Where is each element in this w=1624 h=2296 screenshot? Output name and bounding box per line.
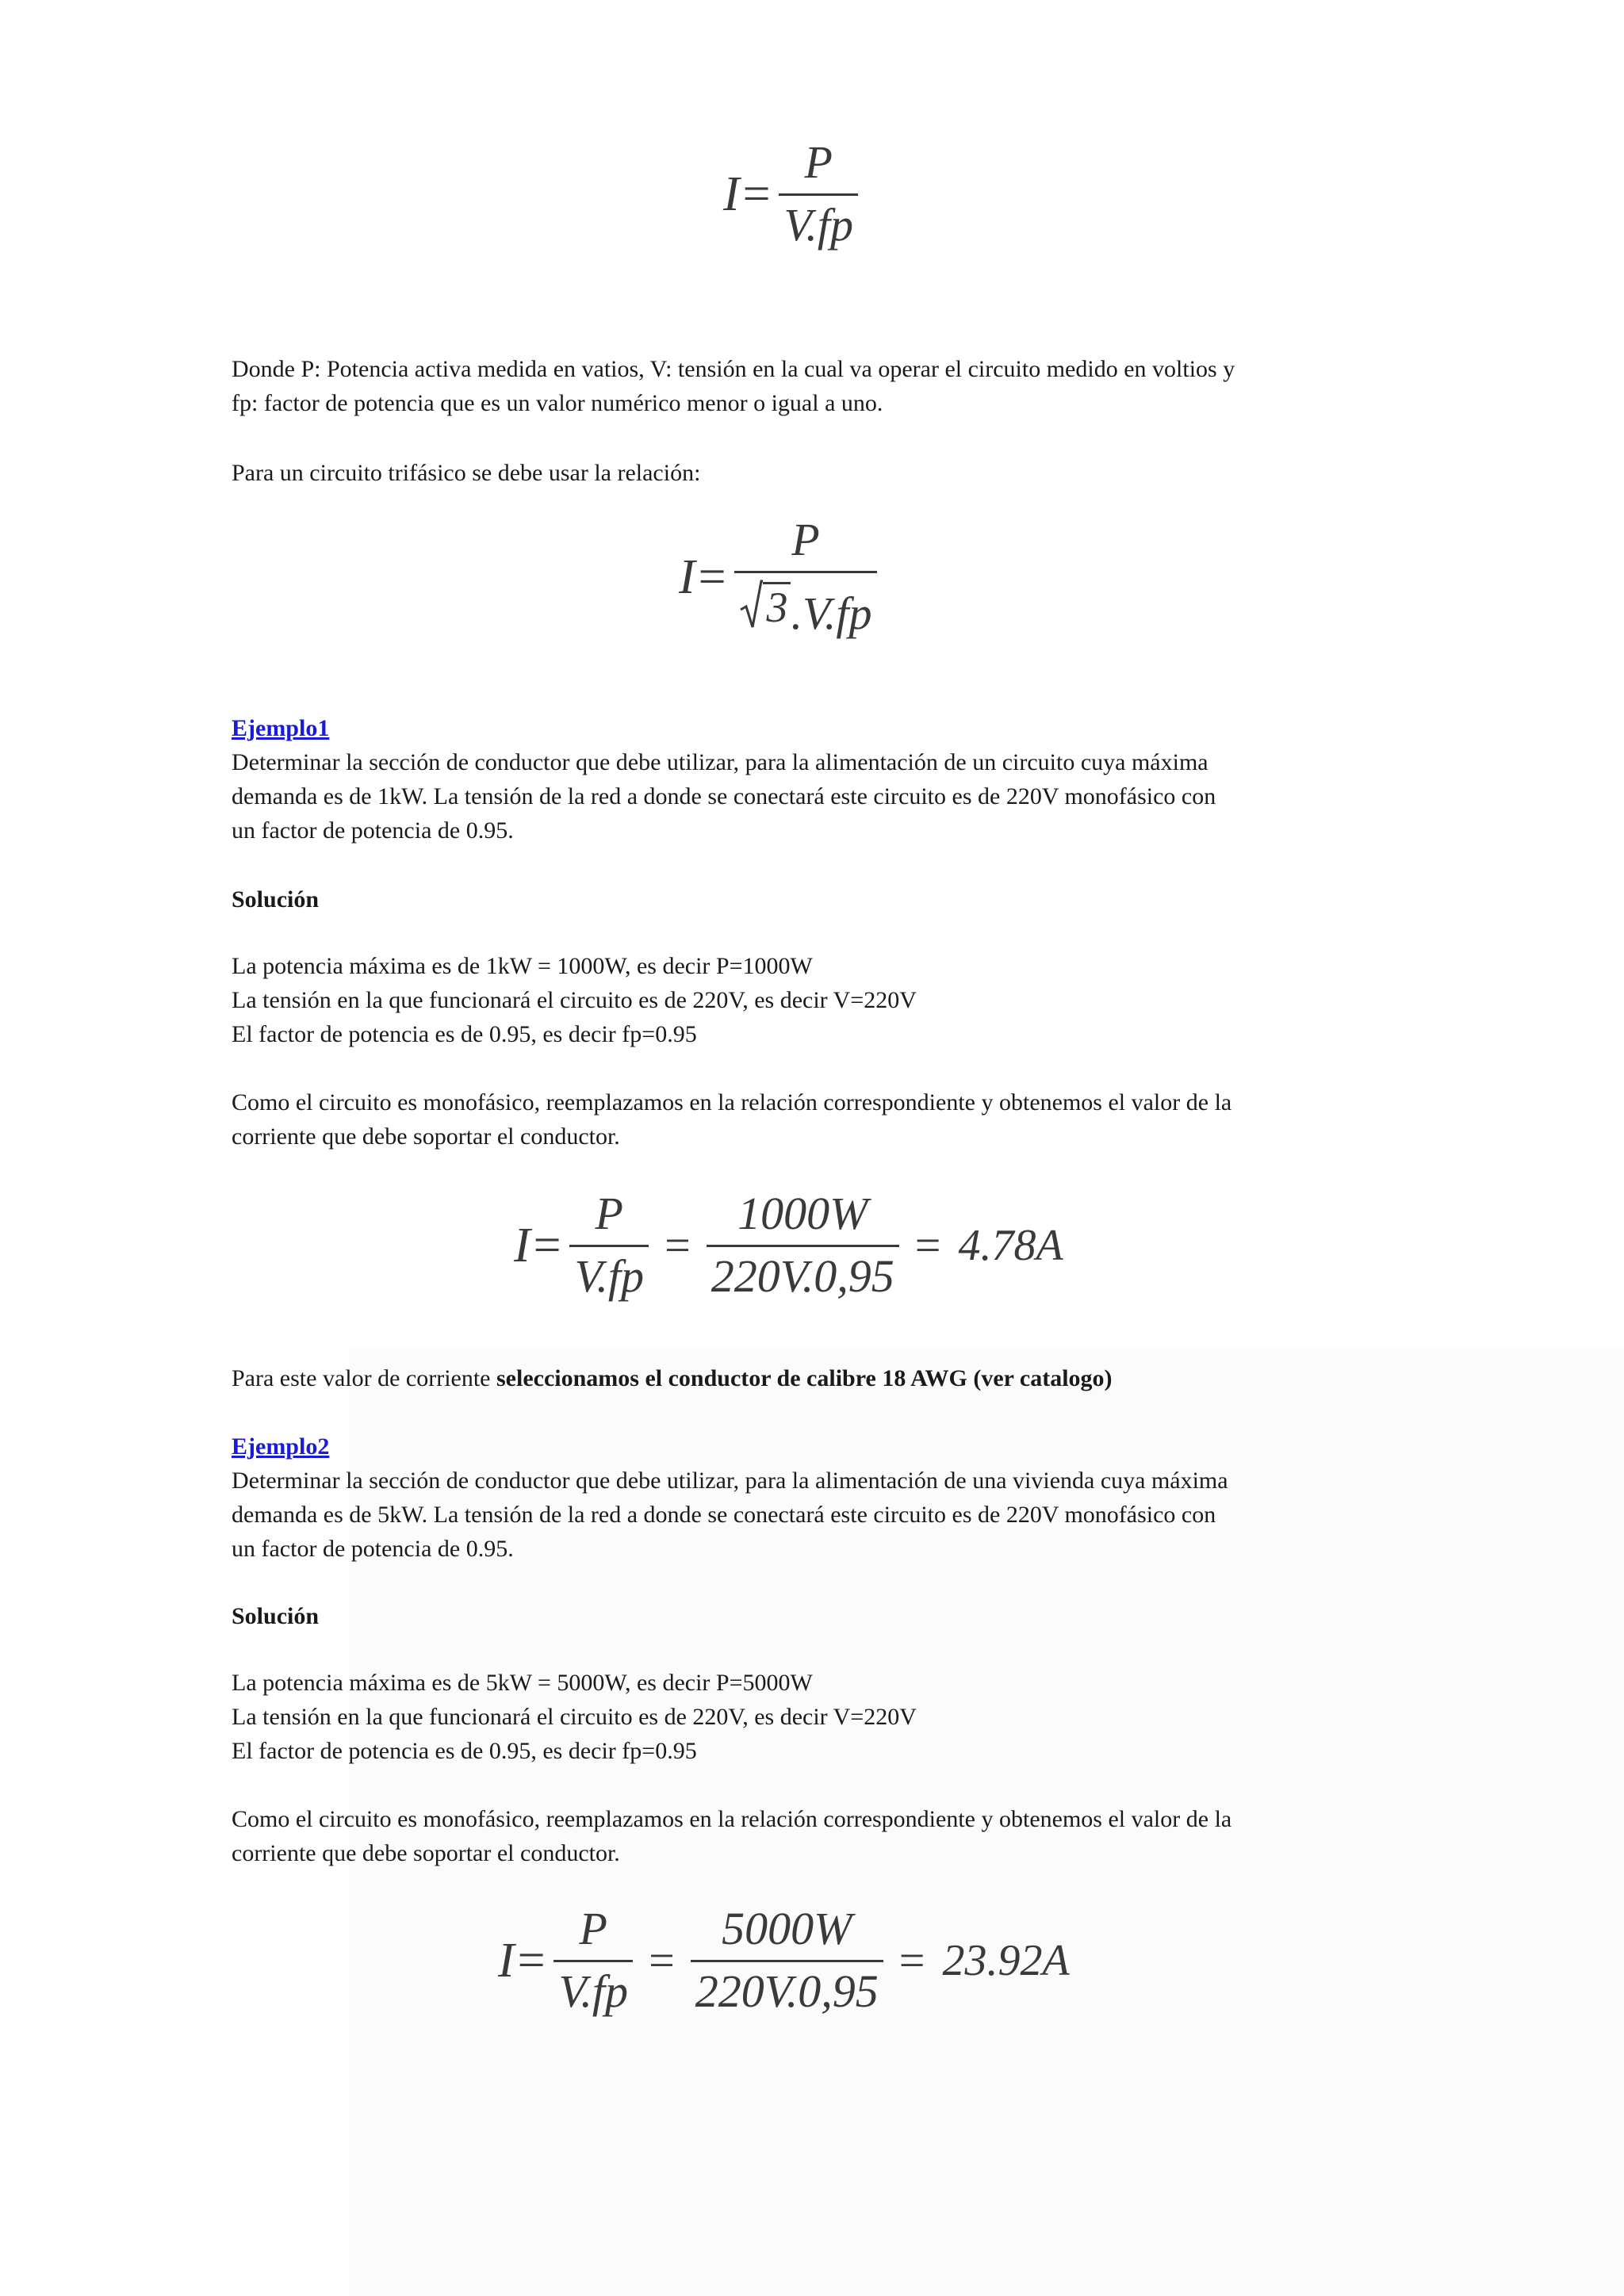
text-line: El factor de potencia es de 0.95, es decir fp=0.95: [232, 1021, 697, 1047]
text-line: Solución: [232, 886, 320, 913]
formula-numerator: P: [791, 514, 820, 565]
example2-method: [232, 1802, 1397, 1870]
example1-block: [232, 711, 1397, 848]
text-line: [232, 1361, 1397, 1395]
formula-fraction: [707, 1188, 899, 1302]
text-line: La tensión en la que funcionará el circuito es de 220V, es decir V=220V: [232, 1704, 917, 1730]
equals-sign: =: [665, 1219, 691, 1271]
formula-numerator: P: [804, 136, 833, 188]
conclusion-text: Para este valor de corriente: [232, 1365, 496, 1391]
text-line: El factor de potencia es de 0.95, es decir fp=0.95: [232, 1738, 697, 1764]
formula-fraction: [569, 1188, 649, 1302]
equals-sign: =: [914, 1219, 941, 1271]
example1-solution-heading: [232, 882, 1397, 916]
formula-denominator: 220V.0,95: [710, 1250, 894, 1302]
conclusion-bold-text: seleccionamos el conductor de calibre 18 AWG (ver catalogo): [496, 1365, 1113, 1391]
formula-lhs: I=: [498, 1933, 548, 1988]
text-line: fp: factor de potencia que es un valor numérico menor o igual a uno.: [232, 390, 883, 416]
formula-numerator: 1000W: [737, 1188, 868, 1239]
fraction-bar: [553, 1960, 633, 1962]
text-line: demanda es de 5kW. La tensión de la red a donde se conectará este circuito es de 220V monofásico con: [232, 1502, 1216, 1528]
text-line: Solución: [232, 1603, 320, 1629]
fraction-bar: [569, 1245, 649, 1247]
formula-single-phase: [723, 136, 864, 251]
example2-solution-heading: [232, 1599, 1397, 1633]
formula-lhs: I=: [514, 1218, 564, 1272]
example2-data: [232, 1666, 1397, 1768]
formula-three-phase: [679, 514, 883, 639]
text-line: un factor de potencia de 0.95.: [232, 817, 514, 844]
formula-fraction: [691, 1903, 883, 2017]
text-line: La tensión en la que funcionará el circuito es de 220V, es decir V=220V: [232, 987, 917, 1013]
text-line: un factor de potencia de 0.95.: [232, 1536, 514, 1562]
denominator-rest: .V.fp: [791, 587, 872, 639]
definition-paragraph: [232, 352, 1397, 420]
text-line: corriente que debe soportar el conductor.: [232, 1123, 620, 1150]
example2-title-line: [232, 1429, 1397, 1464]
radical-sign-icon: [739, 580, 763, 629]
example1-method: [232, 1085, 1397, 1154]
formula-denominator: [734, 580, 876, 637]
formula-fraction: [553, 1903, 633, 2017]
example1-link[interactable]: Ejemplo1: [232, 715, 330, 741]
square-root: [739, 580, 791, 629]
text-line: corriente que debe soportar el conductor.: [232, 1840, 620, 1866]
fraction-bar: [691, 1960, 883, 1962]
formula-denominator: 220V.0,95: [695, 1965, 879, 2017]
text-line: Donde P: Potencia activa medida en vatios, V: tensión en la cual va operar el circuito medido en voltios y: [232, 356, 1235, 382]
formula-lhs: I=: [679, 549, 729, 604]
example1-data: [232, 949, 1397, 1051]
equals-sign: =: [649, 1934, 675, 1986]
formula-fraction: [779, 136, 858, 251]
sqrt-argument: 3: [763, 582, 791, 629]
example2-link[interactable]: Ejemplo2: [232, 1433, 330, 1460]
example2-block: [232, 1429, 1397, 1566]
formula-lhs: I=: [723, 166, 773, 221]
text-line: Determinar la sección de conductor que debe utilizar, para la alimentación de una vivienda cuya máxima: [232, 1468, 1228, 1494]
text-line: La potencia máxima es de 5kW = 5000W, es decir P=5000W: [232, 1670, 813, 1696]
formula-fraction: [734, 514, 876, 639]
fraction-bar: [779, 193, 858, 196]
text-line: demanda es de 1kW. La tensión de la red a donde se conectará este circuito es de 220V monofásico con: [232, 783, 1216, 809]
fraction-bar: [734, 571, 876, 573]
text-line: Determinar la sección de conductor que debe utilizar, para la alimentación de un circuito cuya máxima: [232, 749, 1208, 775]
example1-title-line: [232, 711, 1397, 745]
fraction-bar: [707, 1245, 899, 1247]
text-line: Para un circuito trifásico se debe usar la relación:: [232, 460, 701, 486]
example1-formula: [514, 1188, 1063, 1302]
formula-denominator: V.fp: [783, 199, 854, 251]
formula-numerator: P: [579, 1903, 607, 1954]
example1-conclusion: [232, 1361, 1397, 1395]
text-line: La potencia máxima es de 1kW = 1000W, es decir P=1000W: [232, 953, 813, 979]
text-line: Como el circuito es monofásico, reemplazamos en la relación correspondiente y obtenemos el valor de la: [232, 1806, 1232, 1832]
equals-sign: =: [898, 1934, 925, 1986]
formula-denominator: V.fp: [558, 1965, 629, 2017]
text-line: Como el circuito es monofásico, reemplazamos en la relación correspondiente y obtenemos el valor de la: [232, 1089, 1232, 1115]
trifasico-intro: [232, 456, 1397, 490]
formula-numerator: P: [595, 1188, 623, 1239]
formula-denominator: V.fp: [574, 1250, 645, 1302]
example2-formula: [498, 1903, 1070, 2017]
formula-result: 23.92A: [942, 1935, 1070, 1985]
formula-numerator: 5000W: [722, 1903, 852, 1954]
formula-result: 4.78A: [958, 1220, 1063, 1270]
